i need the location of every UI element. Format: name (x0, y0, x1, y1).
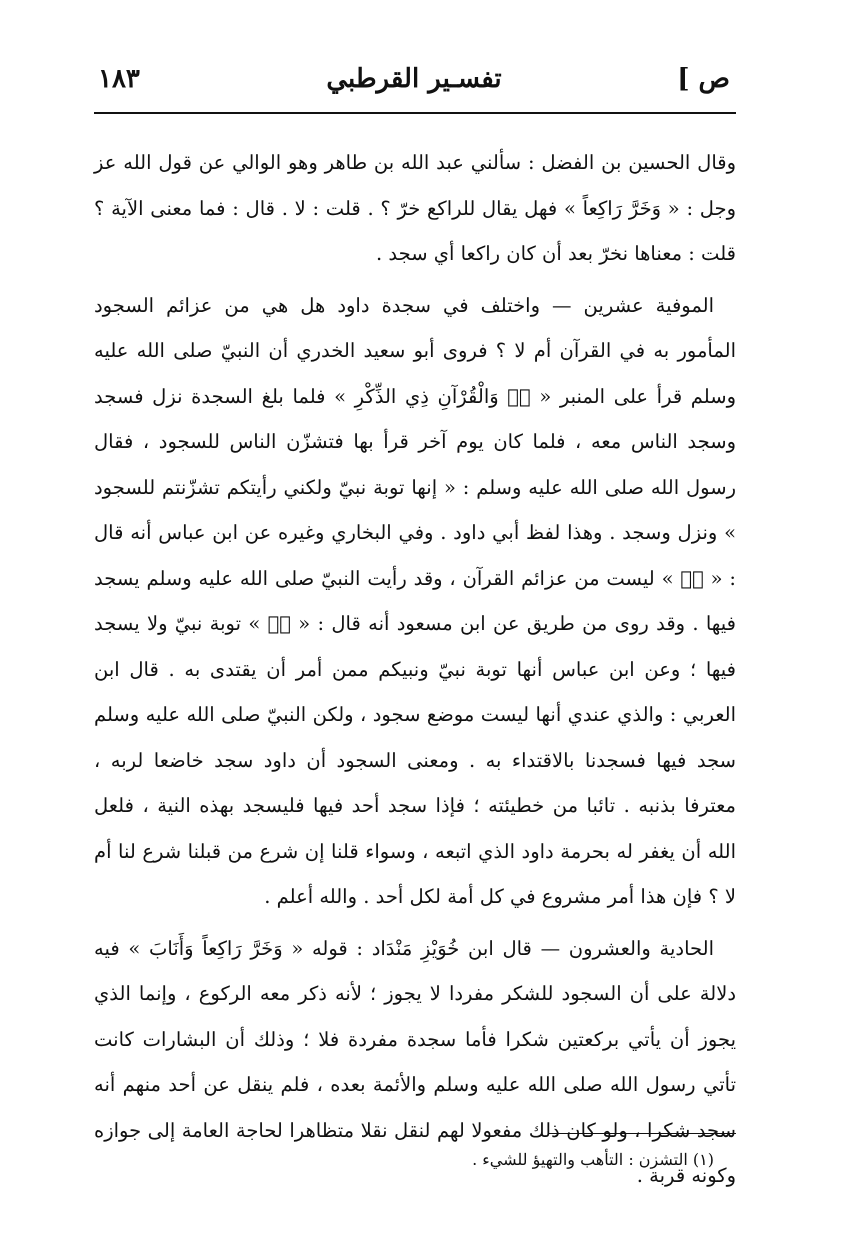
section-marker: ص ] (677, 64, 730, 94)
footnote (94, 1148, 714, 1172)
header-rule (94, 112, 736, 114)
page-number: ١٨٣ (98, 64, 140, 94)
main-text (94, 140, 736, 1205)
footnote-rule (548, 1133, 736, 1134)
footnote-text: التشزن : التأهب والتهيؤ للشيء . (472, 1150, 688, 1169)
paragraph-2: الموفية عشرين — واختلف في سجدة داود هل هي من عزائم السجود المأمور به في القرآن أم لا ؟ فروى أبو سعيد الخدري أن النبيّ صلى الله عليه وسلم قرأ على المنبر « صۤ وَالْقُرْآنِ ذِي الذِّكْرِ » فلما بلغ السجدة نزل فسجد وسجد الناس معه ، فلما كان يوم آخر قرأ بها فتشزّن الناس للسجود ، فقال رسول الله صلى الله عليه وسلم : « إنها توبة نبيّ ولكني رأيتكم تشزّنتم للسجود » ونزل وسجد . وهذا لفظ أبي داود . وفي البخاري وغيره عن ابن عباس أنه قال : « صۤ » ليست من عزائم القرآن ، وقد رأيت النبيّ صلى الله عليه وسلم يسجد فيها . وقد روى من طريق عن ابن مسعود أنه قال : « صۤ » توبة نبيّ ولا يسجد فيها ؛ وعن ابن عباس أنها توبة نبيّ ونبيكم ممن أمر أن يقتدى به . قال ابن العربي : والذي عندي أنها ليست موضع سجود ، ولكن النبيّ صلى الله عليه وسلم سجد فيها فسجدنا بالاقتداء به . ومعنى السجود أن داود سجد خاضعا لربه ، معترفا بذنبه . تائبا من خطيئته ؛ فإذا سجد أحد فيها فليسجد بهذه النية ، فلعل الله أن يغفر له بحرمة داود الذي اتبعه ، وسواء قلنا إن شرع من قبلنا شرع لنا أم لا ؟ فإن هذا أمر مشروع في كل أمة لكل أحد . والله أعلم . (94, 293, 736, 908)
page-header (98, 64, 730, 104)
paragraph-3: الحادية والعشرون — قال ابن خُوَيْزِ مَنْدَاد : قوله « وَخَرَّ رَاكِعاً وَأَنَابَ » فيه دلالة على أن السجود للشكر مفردا لا يجوز ؛ لأنه ذكر معه الركوع ، وإنما الذي يجوز أن يأتي بركعتين شكرا فأما سجدة مفردة فلا ؛ وذلك أن البشارات كانت تأتي رسول الله صلى الله عليه وسلم والأئمة بعده ، فلم ينقل عن أحد منهم أنه سجد شكرا ، ولو كان ذلك مفعولا لهم لنقل نقلا متظاهرا لحاجة العامة إلى جوازه وكونه قربة . (94, 936, 736, 1187)
footnote-marker: (١) (692, 1150, 714, 1169)
running-title: تفسـير القرطبي (326, 64, 502, 94)
paragraph-1: وقال الحسين بن الفضل : سألني عبد الله بن طاهر وهو الوالي عن قول الله عز وجل : « وَخَرَّ رَاكِعاً » فهل يقال للراكع خرّ ؟ . قلت : لا . قال : فما معنى الآية ؟ قلت : معناها نخرّ بعد أن كان راكعا أي سجد . (94, 151, 736, 265)
